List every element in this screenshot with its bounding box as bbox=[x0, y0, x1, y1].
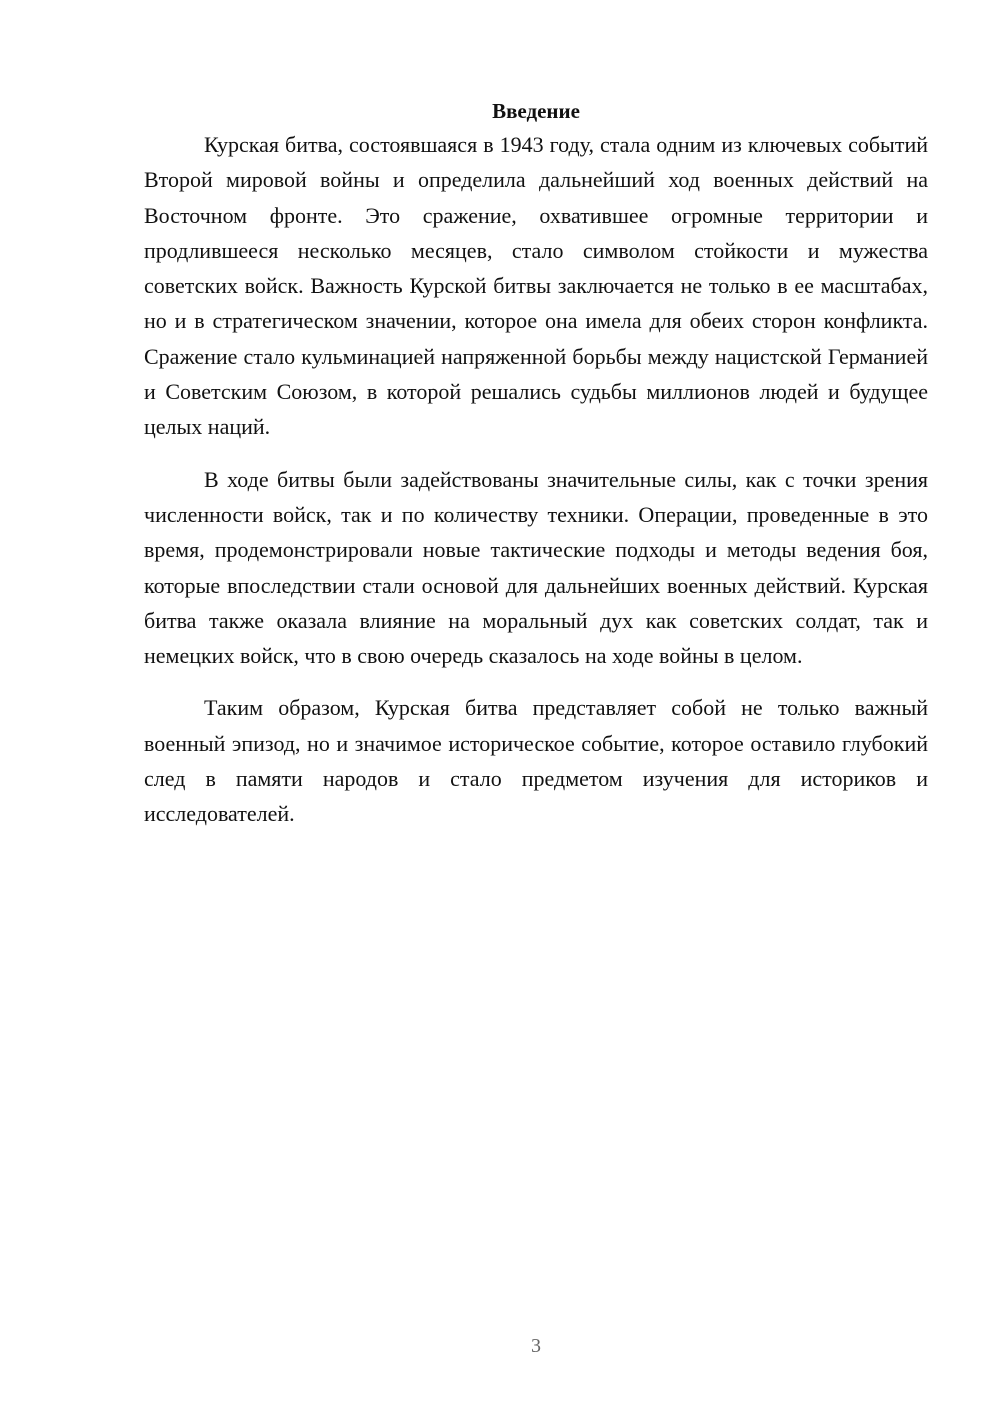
page-number: 3 bbox=[531, 1335, 541, 1357]
paragraph-1: Курская битва, состоявшаяся в 1943 году, стала одним из ключевых событий Второй мировой войны и определила дальнейший ход военных действий на Восточном фронте. Это сражение, охватившее огромные территории и продлившееся несколько месяцев, стало символом стойкости и мужества советских войск. Важность Курской битвы заключается не только в ее масштабах, но и в стратегическом значении, которое она имела для обеих сторон конфликта. Сражение стало кульминацией напряженной борьбы между нацистской Германией и Советским Союзом, в которой решались судьбы миллионов людей и будущее целых наций. bbox=[144, 132, 928, 440]
section-heading: Введение bbox=[492, 99, 580, 123]
page-content bbox=[144, 95, 928, 832]
paragraph-3: Таким образом, Курская битва представляет собой не только важный военный эпизод, но и значимое историческое событие, которое оставило глубокий след в памяти народов и стало предметом изучения для историков и исследователей. bbox=[144, 695, 928, 827]
paragraph-2: В ходе битвы были задействованы значительные силы, как с точки зрения численности войск, так и по количеству техники. Операции, проведенные в это время, продемонстрировали новые тактические подходы и методы ведения боя, которые впоследствии стали основой для дальнейших военных действий. Курская битва также оказала влияние на моральный дух как советских солдат, так и немецких войск, что в свою очередь сказалось на ходе войны в целом. bbox=[144, 466, 928, 669]
